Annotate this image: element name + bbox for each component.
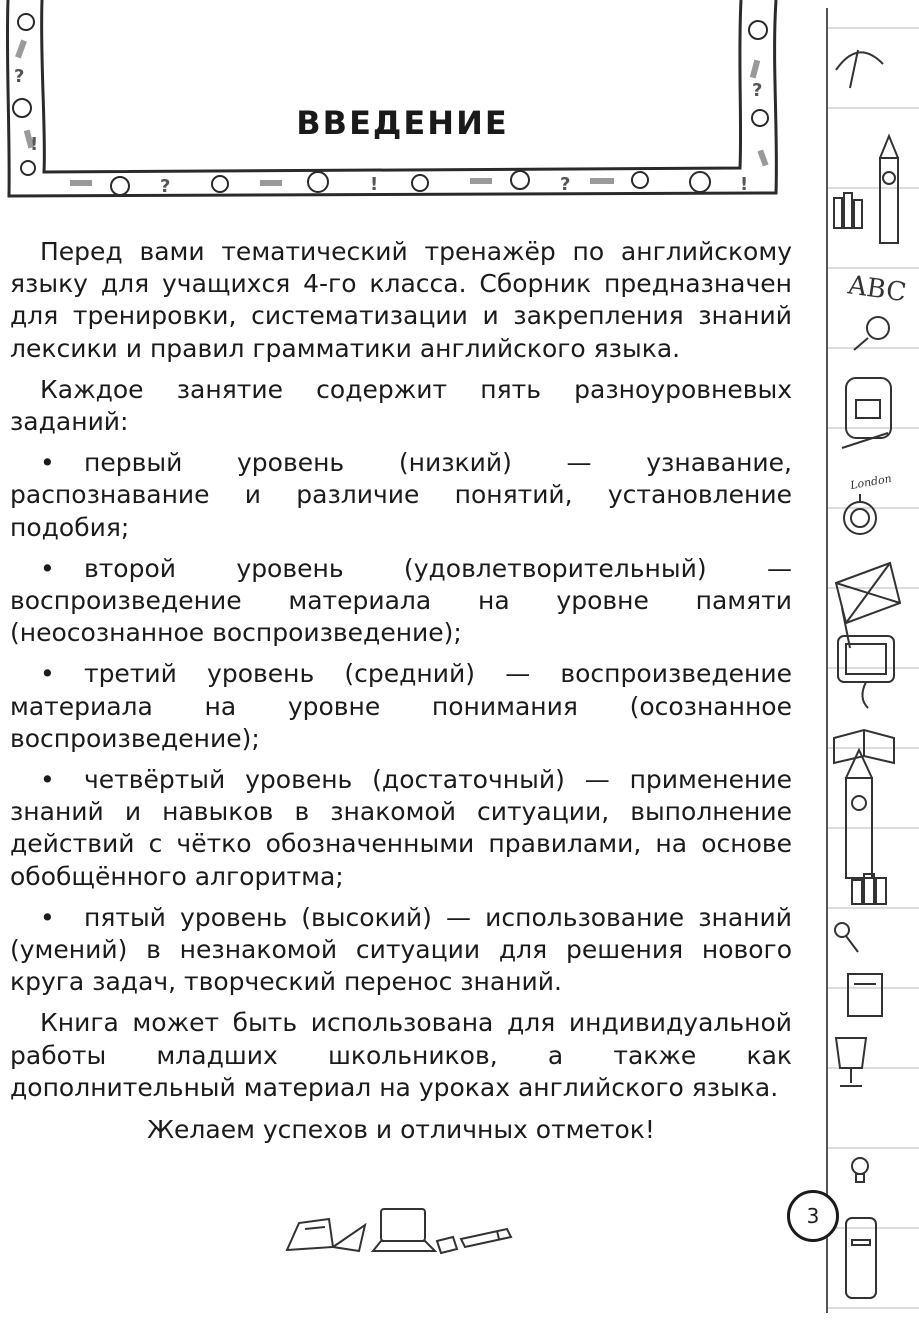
lightbulb-icon (852, 1158, 868, 1182)
intro-paragraph: Перед вами тематический тренажёр по английскому языку для учащихся 4-го класса. Сборник предназначен для тренировки, систематизации и закрепления знаний лексики и правил грамматики английского языка. (10, 237, 792, 363)
sidebar-doodles (828, 8, 919, 1313)
bullet-icon: • (40, 448, 55, 478)
notebook-icon (848, 974, 882, 1016)
umbrella-icon (836, 50, 883, 88)
page-number: 3 (787, 1190, 839, 1242)
backpack-icon (846, 378, 891, 438)
laptop-icon (373, 1209, 435, 1251)
levels-lead-paragraph: Каждое занятие содержит пять разноуровневых заданий: (10, 374, 792, 437)
marker-icon (461, 1229, 511, 1247)
usage-paragraph: Книга может быть использована для индивидуальной работы младших школьников, а также как дополнительный материал на уроках английского языка. (10, 1008, 792, 1102)
bullet-icon: • (40, 765, 55, 795)
bullet-icon: • (40, 902, 55, 932)
list-item-text: второй уровень (удовлетворительный) — воспроизведение материала на уровне памяти (неосознанное воспроизведение); (10, 553, 792, 648)
open-book-icon (834, 730, 894, 763)
big-ben-icon (880, 136, 898, 243)
svg-text:!: ! (30, 134, 39, 155)
svg-text:?: ? (752, 80, 763, 101)
list-item (10, 902, 792, 999)
closing-line: Желаем успехов и отличных отметок! (147, 1115, 655, 1145)
clock-tower-icon (846, 750, 872, 878)
pushpin-icon (835, 923, 858, 952)
svg-text:?: ? (14, 66, 25, 87)
page-title: ВВЕДЕНИЕ (296, 104, 509, 142)
bullet-icon: • (40, 659, 55, 689)
open-book-icon (287, 1219, 365, 1251)
svg-text:?: ? (560, 174, 571, 195)
list-item-text: третий уровень (средний) — воспроизведение материала на уровне понимания (осознанное воспроизведение); (10, 659, 792, 753)
bottom-decoration (285, 1195, 520, 1260)
london-text: London (849, 471, 893, 493)
bullet-icon: • (40, 553, 55, 583)
trophy-icon (836, 1038, 866, 1086)
eraser-icon (437, 1237, 457, 1253)
list-item-text: пятый уровень (высокий) — использование знаний (умений) в незнакомой ситуации для решения нового круга задач, творческий перенос знаний. (10, 902, 792, 997)
list-item-text: четвёртый уровень (достаточный) — применение знаний и навыков в знакомой ситуации, выполнение действий с чётко обозначенными правилами, на основе обобщённого алгоритма; (10, 765, 792, 891)
alarm-clock-icon (844, 494, 876, 534)
list-item-text: первый уровень (низкий) — узнавание, распознавание и различие понятий, установление подобия; (10, 448, 792, 542)
magnifier-icon (854, 317, 889, 350)
svg-text:!: ! (370, 174, 379, 195)
list-item (10, 553, 792, 650)
svg-text:?: ? (160, 176, 171, 197)
books-icon (834, 193, 862, 228)
postbox-icon (846, 1218, 876, 1298)
doodle-sidebar (826, 8, 919, 1313)
list-item (10, 447, 792, 544)
list-item (10, 764, 792, 893)
abc-text: ABC (846, 270, 908, 309)
tablet-icon (838, 636, 894, 708)
svg-text:!: ! (740, 174, 749, 195)
list-item (10, 658, 792, 755)
content-body (10, 236, 792, 1155)
